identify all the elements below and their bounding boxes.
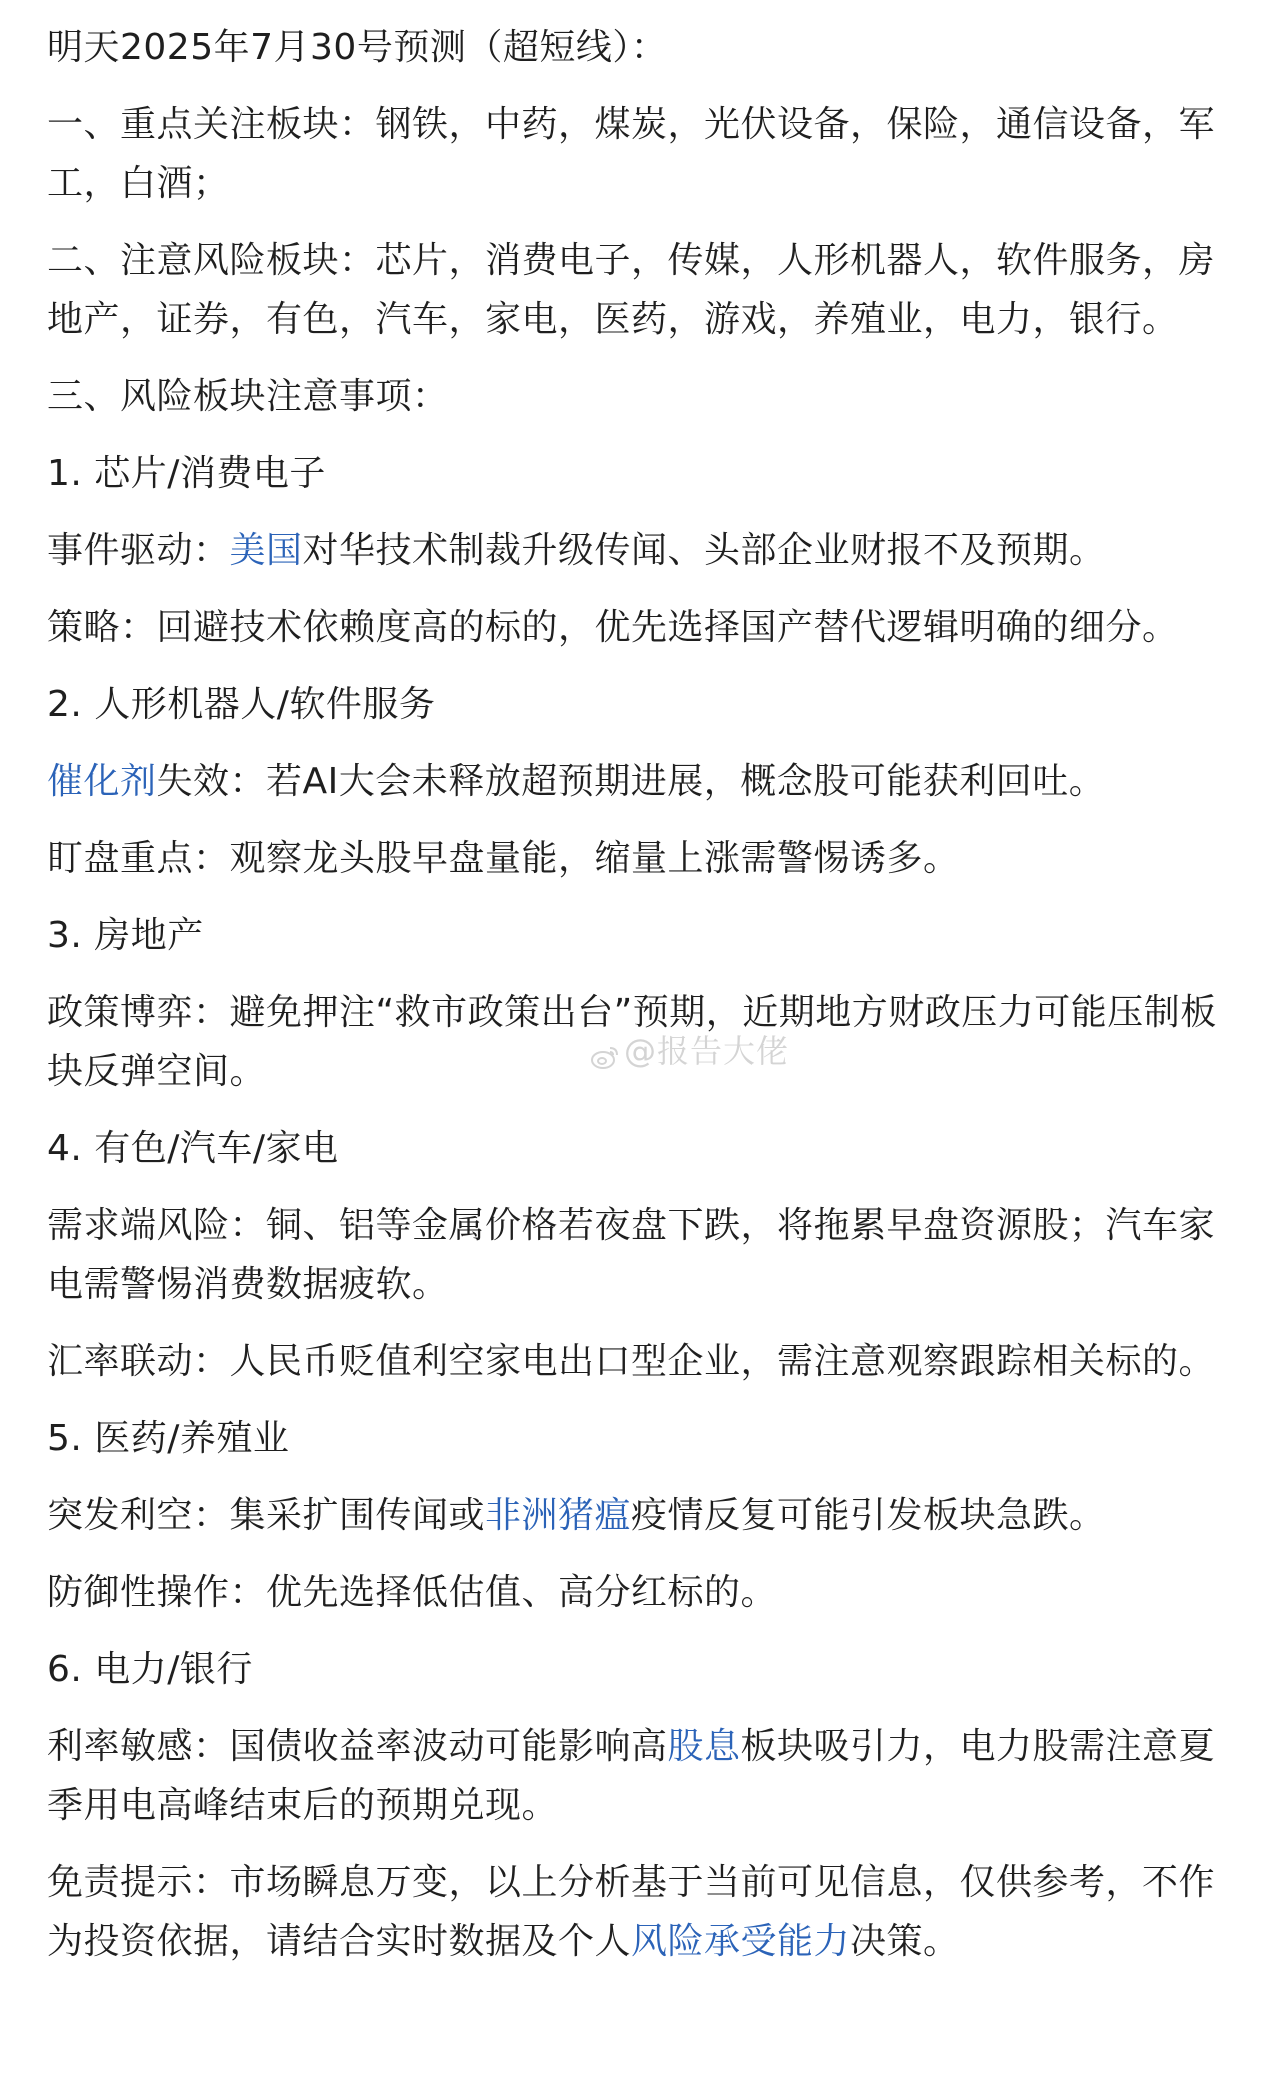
article-body [47,18,1237,1989]
item-heading-robots: 2. 人形机器人/软件服务 [47,684,436,725]
link-dividend[interactable]: 股息 [667,1726,741,1767]
risk-sectors: 二、注意风险板块：芯片，消费电子，传媒，人形机器人，软件服务，房地产，证券，有色，汽车，家电，医药，游戏，养殖业，电力，银行。 [47,240,1216,340]
item-metals-line-2: 汇率联动：人民币贬值利空家电出口型企业，需注意观察跟踪相关标的。 [47,1341,1216,1382]
link-catalyst[interactable]: 催化剂 [47,761,157,802]
text-segment: 板块吸引力，电力股需注意夏季用电高峰结束后的预期兑现。 [47,1726,1216,1826]
text-segment: 决策。 [850,1921,960,1962]
text-segment: 对华技术制裁升级传闻、头部企业财报不及预期。 [302,530,1106,571]
item-heading-chips: 1. 芯片/消费电子 [47,453,326,494]
item-realestate-line-1: 政策博弈：避免押注“救市政策出台”预期，近期地方财政压力可能压制板块反弹空间。 [47,992,1217,1092]
link-african-swine-fever[interactable]: 非洲猪瘟 [485,1495,632,1536]
post-title: 明天2025年7月30号预测（超短线）： [47,27,668,68]
item-robots-line-1 [47,752,1237,811]
link-usa[interactable]: 美国 [229,530,303,571]
watermark-text: @报告大佬 [624,1032,790,1070]
item-pharma-line-2: 防御性操作：优先选择低估值、高分红标的。 [47,1572,778,1613]
item-chips-line-1 [47,521,1237,580]
item-metals-line-1: 需求端风险：铜、铝等金属价格若夜盘下跌，将拖累早盘资源股；汽车家电需警惕消费数据疲软。 [47,1205,1216,1305]
item-chips-line-2: 策略：回避技术依赖度高的标的，优先选择国产替代逻辑明确的细分。 [47,607,1179,648]
item-heading-realestate: 3. 房地产 [47,915,204,956]
item-heading-power: 6. 电力/银行 [47,1649,253,1690]
text-segment: 事件驱动： [47,530,230,571]
text-segment: 利率敏感：国债收益率波动可能影响高 [47,1726,668,1767]
item-heading-pharma: 5. 医药/养殖业 [47,1418,290,1459]
text-segment: 疫情反复可能引发板块急跌。 [631,1495,1106,1536]
text-segment: 免责提示：市场瞬息万变，以上分析基于当前可见信息，仅供参考，不作为投资依据，请结合实时数据及个人 [47,1862,1216,1962]
link-risk-tolerance[interactable]: 风险承受能力 [631,1921,851,1962]
risk-notes-heading: 三、风险板块注意事项： [47,376,449,417]
item-robots-line-2: 盯盘重点：观察龙头股早盘量能，缩量上涨需警惕诱多。 [47,838,960,879]
text-segment: 失效：若AI大会未释放超预期进展，概念股可能获利回吐。 [156,761,1106,802]
item-pharma-line-1 [47,1486,1237,1545]
text-segment: 突发利空：集采扩围传闻或 [47,1495,486,1536]
disclaimer [47,1853,1237,1971]
focus-sectors: 一、重点关注板块：钢铁，中药，煤炭，光伏设备，保险，通信设备，军工，白酒； [47,104,1216,204]
item-power-line-1 [47,1717,1237,1835]
item-heading-metals: 4. 有色/汽车/家电 [47,1128,339,1169]
